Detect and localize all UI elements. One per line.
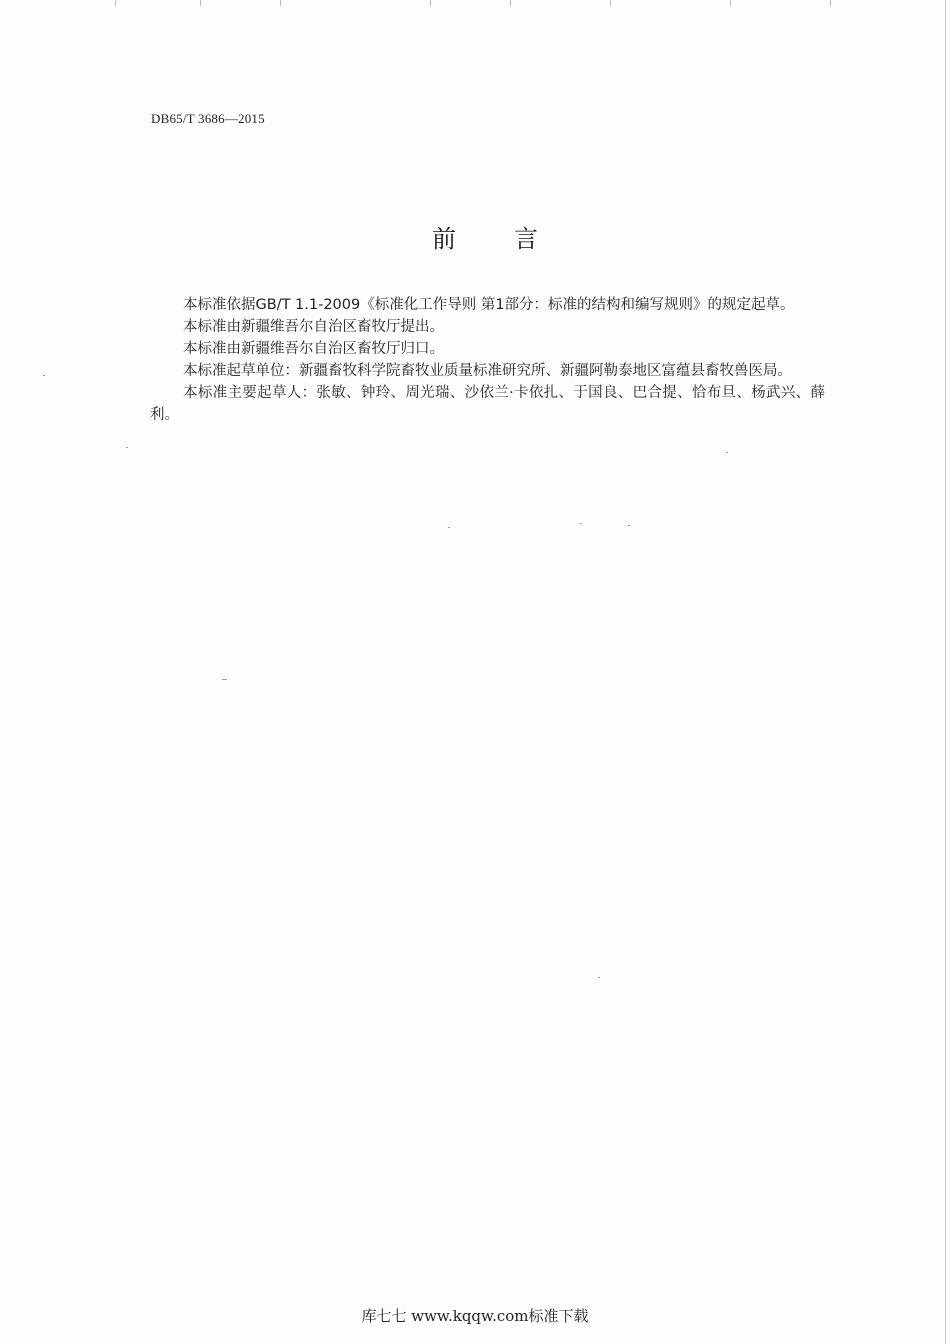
document-code: DB65/T 3686—2015	[151, 111, 265, 126]
foreword-body	[150, 294, 825, 426]
paragraph-drafting-units: 本标准起草单位：新疆畜牧科学院畜牧业质量标准研究所、新疆阿勒泰地区富蕴县畜牧兽医局。	[183, 363, 792, 379]
paragraph-basis: 本标准依据GB/T 1.1-2009《标准化工作导则 第1部分：标准的结构和编写规则》的规定起草。	[183, 297, 795, 313]
title-char-2: 言	[514, 225, 538, 253]
paragraph-drafters: 本标准主要起草人：张敏、钟玲、周光瑞、沙依兰·卡依扎、于国良、巴合提、恰布旦、杨武兴、薛利。	[150, 385, 825, 423]
paragraph-administered-by: 本标准由新疆维吾尔自治区畜牧厅归口。	[183, 341, 444, 357]
section-title	[0, 219, 950, 254]
footer-watermark: 库七七 www.kqqw.com标准下载	[361, 1307, 589, 1325]
scan-right-edge	[945, 0, 946, 1344]
paragraph-proposed-by: 本标准由新疆维吾尔自治区畜牧厅提出。	[183, 319, 444, 335]
scan-top-marks	[90, 0, 940, 6]
title-char-1: 前	[432, 225, 456, 253]
